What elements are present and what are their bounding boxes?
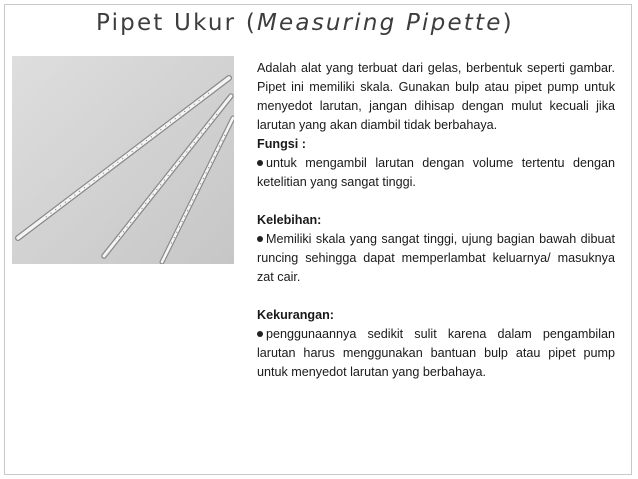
slide-title [96,10,514,36]
section-bullet-kekurangan [257,325,615,382]
pipette-photo [12,56,234,264]
title-suffix: ) [502,10,514,36]
bullet-text: penggunaannya sedikit sulit karena dalam pengambilan larutan harus menggunakan bantuan bulp atau pipet pump untuk menyedot larutan yang berbahaya. [257,327,615,379]
title-italic: Measuring Pipette [257,10,503,36]
section-heading-kelebihan: Kelebihan: [257,213,322,227]
section-bullet-fungsi [257,154,615,192]
intro-text: Adalah alat yang terbuat dari gelas, berbentuk seperti gambar. Pipet ini memiliki skala. Gunakan bulp atau pipet pump untuk menyedot larutan, jangan dihisap dengan mulut kecuali jika larutan yang akan diambil tidak berbahaya. [257,61,615,132]
section-heading-kekurangan: Kekurangan: [257,308,334,322]
bullet-icon [257,236,263,242]
section-heading-fungsi: Fungsi : [257,137,306,151]
content-body [257,59,615,382]
bullet-icon [257,160,263,166]
bullet-text: untuk mengambil larutan dengan volume tertentu dengan ketelitian yang sangat tinggi. [257,156,615,189]
title-prefix: Pipet Ukur ( [96,10,257,36]
section-bullet-kelebihan [257,230,615,287]
bullet-icon [257,331,263,337]
bullet-text: Memiliki skala yang sangat tinggi, ujung bagian bawah dibuat runcing sehingga dapat memperlambat keluarnya/ masuknya zat cair. [257,232,615,284]
